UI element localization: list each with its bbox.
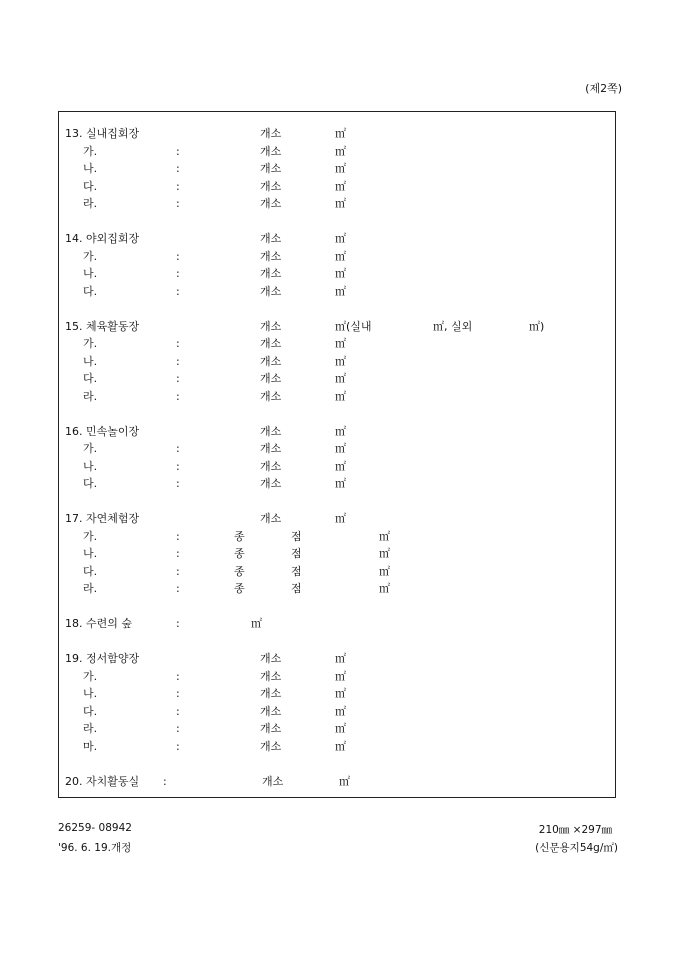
section-colon: : (163, 774, 167, 788)
item-area-unit: ㎡ (335, 197, 346, 210)
item-label: 가. (83, 669, 98, 683)
item-area-unit: ㎡ (335, 144, 346, 158)
section-area-unit: ㎡ (335, 424, 346, 438)
item-colon: : (176, 337, 180, 350)
item-count-label: 개소 (260, 372, 282, 385)
item-label: 라. (83, 722, 98, 735)
item-species-label: 종 (234, 582, 245, 595)
item-count-label: 개소 (260, 477, 282, 490)
item-label: 가. (83, 249, 98, 263)
item-area-unit: ㎡ (335, 477, 346, 490)
item-colon: : (176, 739, 180, 753)
item-colon: : (176, 144, 180, 158)
item-count-label: 개소 (260, 687, 282, 700)
item-colon: : (176, 704, 180, 718)
footer-code: 26259- 08942 (58, 822, 132, 834)
page-number: (제2쪽) (585, 82, 622, 95)
section-title: 14. 야외집회장 (65, 232, 140, 245)
item-label: 나. (83, 267, 98, 280)
item-count-label: 개소 (260, 739, 282, 753)
item-count-label: 개소 (260, 179, 282, 193)
item-label: 다. (83, 372, 98, 385)
item-colon: : (176, 267, 180, 280)
item-area-unit: ㎡ (379, 564, 390, 578)
section-title: 18. 수련의 숲 (65, 617, 132, 630)
item-label: 나. (83, 547, 98, 560)
item-area-unit: ㎡ (335, 669, 346, 683)
item-colon: : (176, 442, 180, 455)
item-label: 가. (83, 337, 98, 350)
section-area-unit: ㎡ (335, 652, 346, 665)
item-label: 다. (83, 179, 98, 193)
item-count-label: 개소 (260, 669, 282, 683)
item-area-unit: ㎡ (335, 704, 346, 718)
item-area-unit: ㎡ (335, 722, 346, 735)
item-count-label: 개소 (260, 389, 282, 403)
section-count-label: 개소 (260, 319, 282, 333)
section-title: 20. 자치활동실 (65, 774, 140, 788)
item-label: 라. (83, 389, 98, 403)
item-colon: : (176, 669, 180, 683)
item-colon: : (176, 354, 180, 368)
item-point-label: 점 (291, 547, 302, 560)
section-extra-label: ㎡) (529, 319, 545, 333)
item-area-unit: ㎡ (335, 389, 346, 403)
item-colon: : (176, 162, 180, 175)
item-area-unit: ㎡ (335, 267, 346, 280)
item-label: 라. (83, 582, 98, 595)
section-count-label: 개소 (260, 232, 282, 245)
item-area-unit: ㎡ (379, 529, 390, 543)
item-area-unit: ㎡ (335, 442, 346, 455)
item-label: 다. (83, 284, 98, 298)
section-extra-label: ㎡, 실외 (433, 319, 473, 333)
item-colon: : (176, 197, 180, 210)
section-title: 13. 실내집회장 (65, 127, 140, 140)
item-count-label: 개소 (260, 162, 282, 175)
section-count-label: 개소 (260, 424, 282, 438)
item-colon: : (176, 564, 180, 578)
item-area-unit: ㎡ (335, 284, 346, 298)
item-label: 가. (83, 144, 98, 158)
area-unit: ㎡ (335, 319, 346, 333)
indoor-label: (실내 (346, 319, 372, 333)
item-count-label: 개소 (260, 267, 282, 280)
item-area-unit: ㎡ (379, 547, 390, 560)
item-colon: : (176, 459, 180, 473)
form-box (58, 111, 616, 798)
section-count-label: 개소 (260, 652, 282, 665)
item-colon: : (176, 529, 180, 543)
item-species-label: 종 (234, 547, 245, 560)
section-area-unit: ㎡ (335, 127, 346, 140)
item-colon: : (176, 722, 180, 735)
item-count-label: 개소 (260, 459, 282, 473)
item-area-unit: ㎡ (335, 372, 346, 385)
item-count-label: 개소 (260, 442, 282, 455)
item-count-label: 개소 (260, 722, 282, 735)
item-colon: : (176, 389, 180, 403)
item-area-unit: ㎡ (335, 739, 346, 753)
item-area-unit: ㎡ (335, 687, 346, 700)
item-colon: : (176, 477, 180, 490)
item-colon: : (176, 284, 180, 298)
section-title: 19. 정서함양장 (65, 652, 140, 665)
item-label: 나. (83, 162, 98, 175)
item-label: 다. (83, 704, 98, 718)
section-title: 16. 민속놀이장 (65, 424, 140, 438)
item-colon: : (176, 547, 180, 560)
section-title: 17. 자연체험장 (65, 512, 140, 525)
item-count-label: 개소 (260, 704, 282, 718)
item-area-unit: ㎡ (335, 162, 346, 175)
item-count-label: 개소 (260, 284, 282, 298)
item-point-label: 점 (291, 582, 302, 595)
item-count-label: 개소 (260, 197, 282, 210)
footer-revision: '96. 6. 19.개정 (58, 842, 132, 854)
section-area-unit: ㎡ (335, 512, 346, 525)
section-area-unit (335, 320, 372, 334)
item-label: 라. (83, 197, 98, 210)
item-colon: : (176, 582, 180, 595)
item-area-unit: ㎡ (335, 249, 346, 263)
item-point-label: 점 (291, 564, 302, 578)
item-species-label: 종 (234, 529, 245, 543)
item-colon: : (176, 179, 180, 193)
section-area-unit: ㎡ (251, 617, 262, 630)
item-area-unit: ㎡ (335, 354, 346, 368)
footer-paper: (신문용지54g/㎡) (535, 842, 618, 854)
section-title: 15. 체육활동장 (65, 319, 140, 333)
item-area-unit: ㎡ (335, 337, 346, 350)
item-label: 마. (83, 739, 98, 753)
section-area-unit: ㎡ (335, 232, 346, 245)
item-area-unit: ㎡ (335, 179, 346, 193)
item-label: 다. (83, 564, 98, 578)
section-colon: : (176, 617, 180, 630)
item-label: 나. (83, 459, 98, 473)
item-colon: : (176, 687, 180, 700)
item-count-label: 개소 (260, 144, 282, 158)
item-colon: : (176, 372, 180, 385)
item-count-label: 개소 (260, 337, 282, 350)
item-area-unit: ㎡ (379, 582, 390, 595)
item-species-label: 종 (234, 564, 245, 578)
section-count-label: 개소 (260, 127, 282, 140)
item-label: 가. (83, 442, 98, 455)
item-area-unit: ㎡ (335, 459, 346, 473)
item-count-label: 개소 (260, 249, 282, 263)
item-label: 다. (83, 477, 98, 490)
item-label: 나. (83, 354, 98, 368)
item-colon: : (176, 249, 180, 263)
item-point-label: 점 (291, 529, 302, 543)
footer-size: 210㎜ ×297㎜ (538, 824, 612, 836)
section-area-unit: ㎡ (339, 774, 350, 788)
section-count-label: 개소 (260, 512, 282, 525)
item-label: 나. (83, 687, 98, 700)
item-count-label: 개소 (260, 354, 282, 368)
item-label: 가. (83, 529, 98, 543)
section-count-label: 개소 (262, 774, 284, 788)
